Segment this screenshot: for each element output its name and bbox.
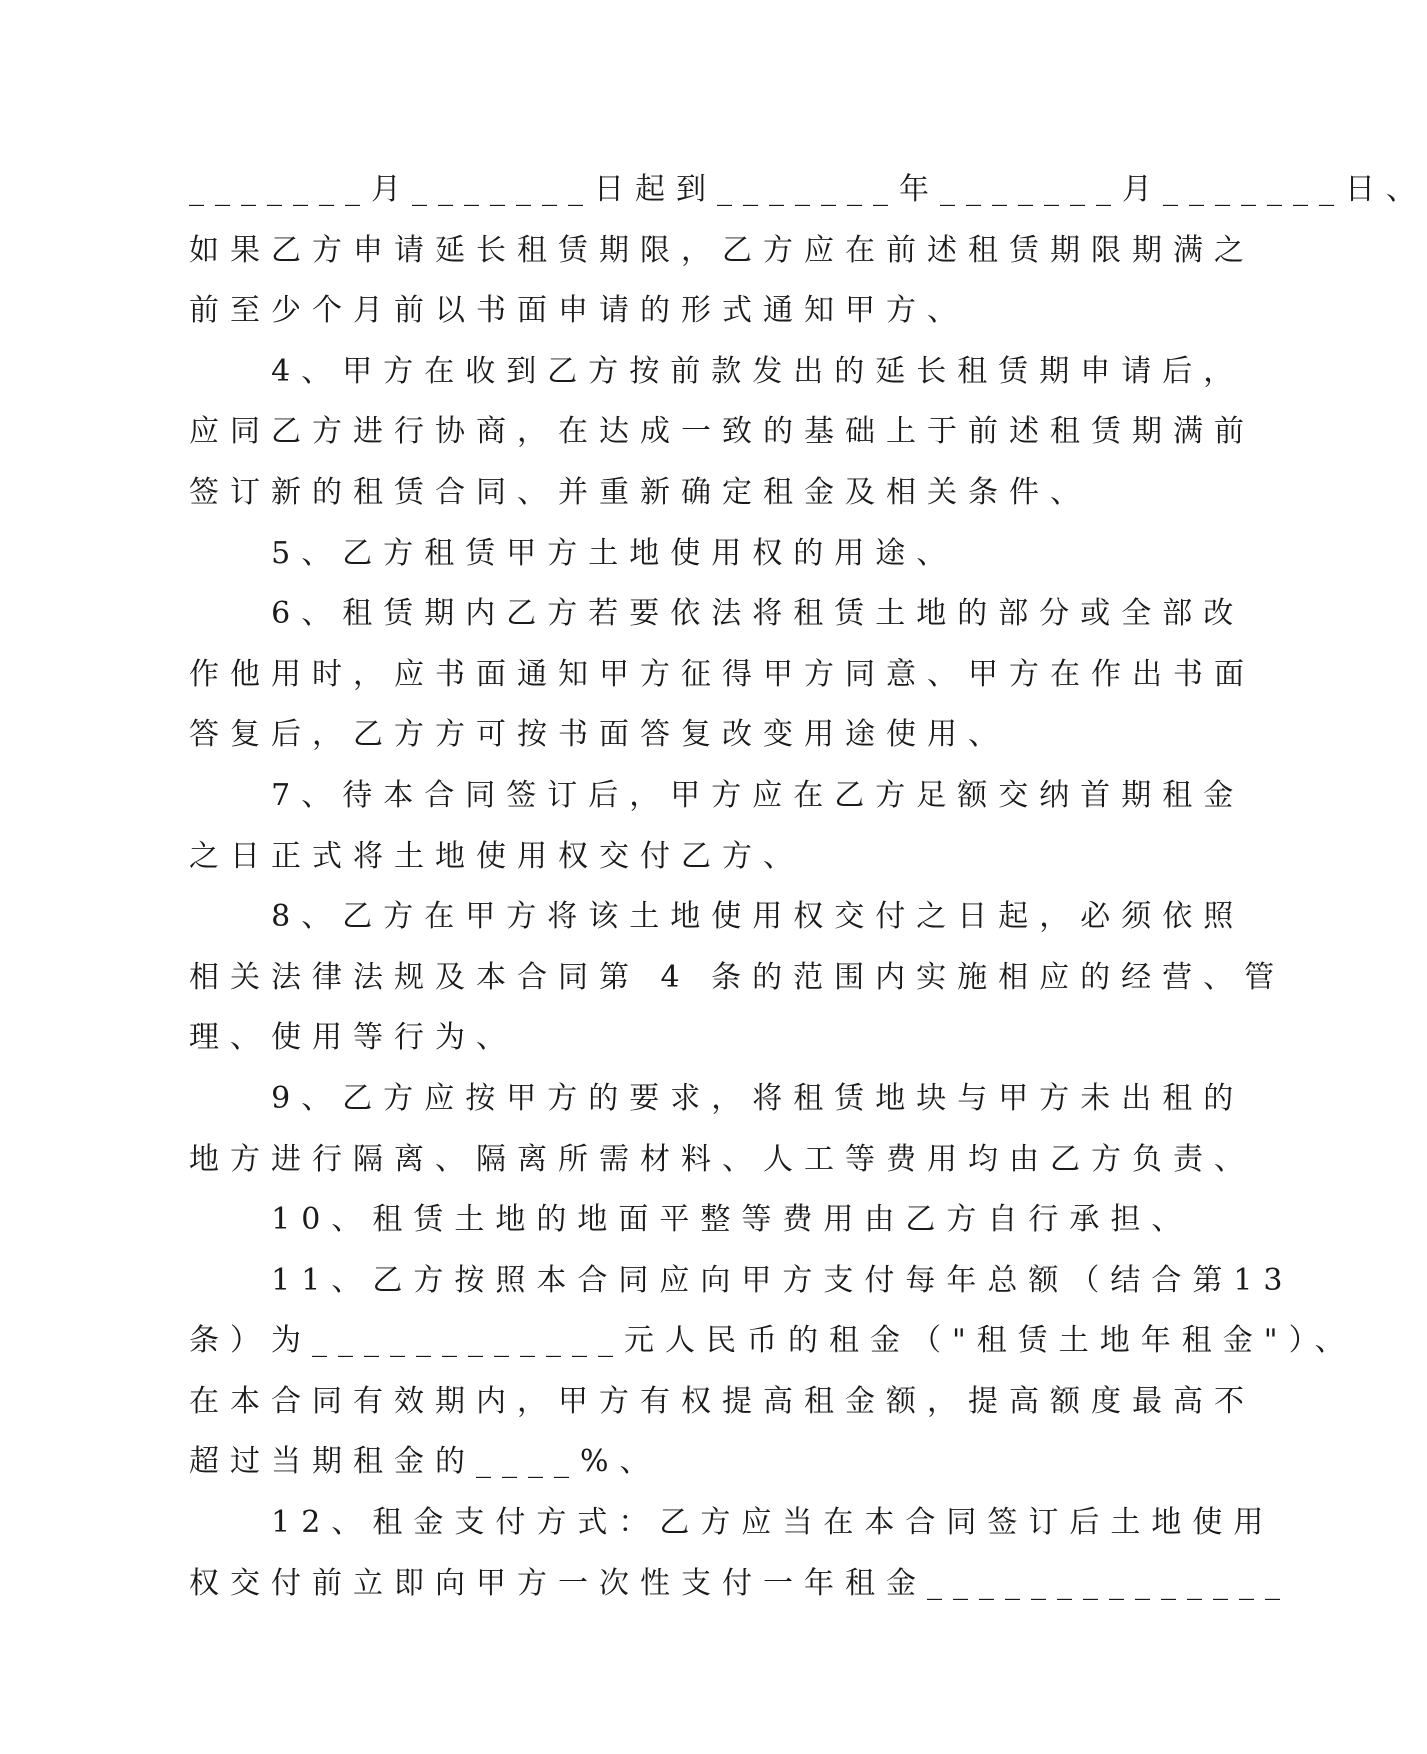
text-line: 答复后，乙方方可按书面答复改变用途使用、 xyxy=(189,717,1009,753)
text-line: 应同乙方进行协商，在达成一致的基础上于前述租赁期满前 xyxy=(189,414,1255,450)
text-line: 10、租赁土地的地面平整等费用由乙方自行承担、 xyxy=(189,1202,1193,1238)
text-line: 4、甲方在收到乙方按前款发出的延长租赁期申请后， xyxy=(189,353,1245,389)
text-line: 地方进行隔离、隔离所需材料、人工等费用均由乙方负责、 xyxy=(189,1141,1255,1177)
text-line: _______月_______日起到_______年_______月_______日、 xyxy=(189,172,1427,207)
text-line: 12、租金支付方式：乙方应当在本合同签订后土地使用 xyxy=(189,1505,1275,1541)
text-line: 超过当期租金的____%、 xyxy=(189,1444,661,1480)
text-line: 权交付前立即向甲方一次性支付一年租金______________ xyxy=(189,1565,1291,1601)
text-line: 5、乙方租赁甲方土地使用权的用途、 xyxy=(189,535,958,571)
text-line: 之日正式将土地使用权交付乙方、 xyxy=(189,838,804,874)
text-line: 9、乙方应按甲方的要求，将租赁地块与甲方未出租的 xyxy=(189,1080,1245,1116)
text-line: 理、使用等行为、 xyxy=(189,1020,517,1056)
text-line: 6、租赁期内乙方若要依法将租赁土地的部分或全部改 xyxy=(189,596,1245,632)
text-line: 签订新的租赁合同、并重新确定租金及相关条件、 xyxy=(189,474,1091,510)
text-line: 8、乙方在甲方将该土地使用权交付之日起，必须依照 xyxy=(189,899,1245,935)
text-line: 如果乙方申请延长租赁期限，乙方应在前述租赁期限期满之 xyxy=(189,232,1255,268)
text-line: 条）为____________元人民币的租金（"租赁土地年租金"）、 xyxy=(189,1323,1356,1359)
text-line: 作他用时，应书面通知甲方征得甲方同意、甲方在作出书面 xyxy=(189,656,1255,692)
text-line: 相关法律法规及本合同第 4 条的范围内实施相应的经营、管 xyxy=(189,959,1286,995)
text-line: 在本合同有效期内，甲方有权提高租金额，提高额度最高不 xyxy=(189,1383,1255,1419)
text-line: 7、待本合同签订后，甲方应在乙方足额交纳首期租金 xyxy=(189,777,1245,813)
text-line: 前至少个月前以书面申请的形式通知甲方、 xyxy=(189,293,968,329)
document-body xyxy=(189,160,1427,1614)
text-line: 11、乙方按照本合同应向甲方支付每年总额（结合第13 xyxy=(189,1262,1294,1298)
